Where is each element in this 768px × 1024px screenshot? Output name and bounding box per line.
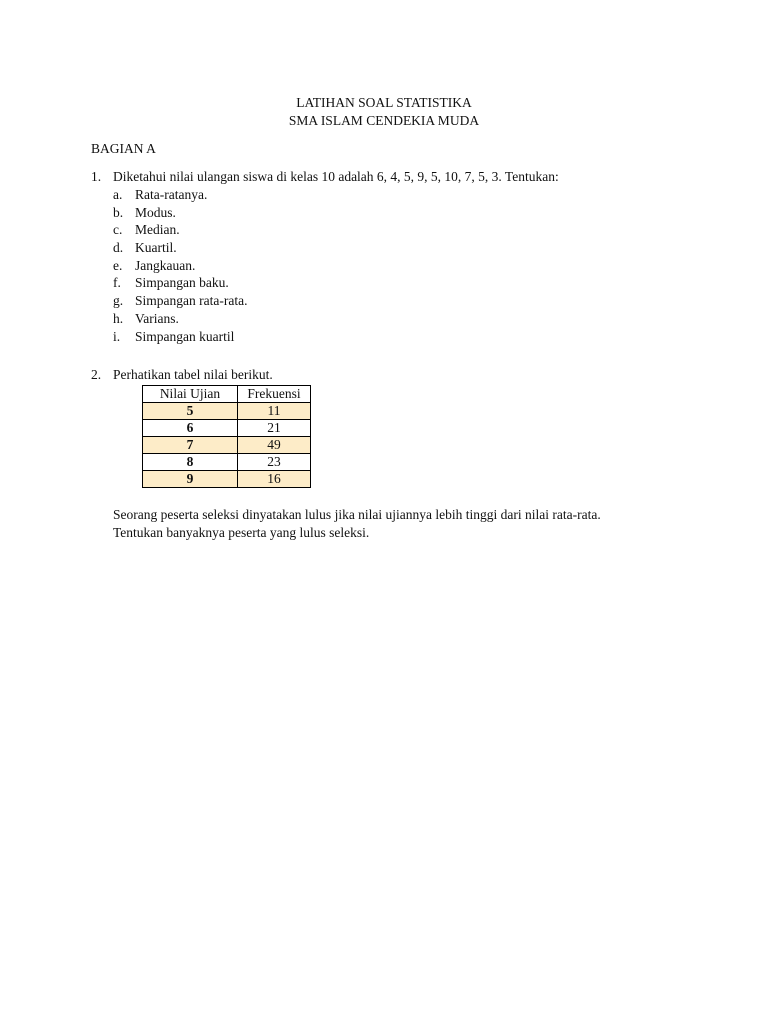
- table-row: [143, 471, 311, 488]
- sub-question-text: Jangkauan.: [135, 257, 196, 273]
- cell-frekuensi: 21: [238, 420, 311, 437]
- sub-question: [91, 274, 711, 292]
- paragraph-line: Tentukan banyaknya peserta yang lulus seleksi.: [113, 525, 370, 540]
- sub-question-text: Modus.: [135, 204, 176, 220]
- page-header: [0, 94, 768, 130]
- sub-question-text: Simpangan kuartil: [135, 328, 235, 344]
- sub-question: [91, 221, 711, 239]
- cell-nilai: 9: [143, 471, 238, 488]
- sub-question: [91, 328, 711, 346]
- sub-question-letter: i.: [113, 328, 121, 344]
- paragraph-line: Seorang peserta seleksi dinyatakan lulus jika nilai ujiannya lebih tinggi dari nilai rata-rata.: [113, 507, 601, 522]
- sub-question-text: Kuartil.: [135, 240, 177, 256]
- cell-nilai: 6: [143, 420, 238, 437]
- sub-question-letter: e.: [113, 257, 123, 273]
- sub-question-letter: h.: [113, 310, 124, 326]
- table-row: [143, 454, 311, 471]
- school-name: SMA ISLAM CENDEKIA MUDA: [288, 113, 480, 128]
- sub-question-letter: a.: [113, 187, 123, 202]
- page-title: LATIHAN SOAL STATISTIKA: [296, 95, 472, 110]
- cell-frekuensi: 11: [238, 403, 311, 420]
- question-text: Perhatikan tabel nilai berikut.: [113, 367, 273, 382]
- sub-question: [91, 204, 711, 222]
- sub-question-text: Simpangan baku.: [135, 275, 229, 291]
- question-1: [91, 168, 711, 345]
- sub-question: [91, 239, 711, 257]
- question-1-stem: [91, 168, 711, 186]
- column-header-nilai: Nilai Ujian: [143, 386, 238, 403]
- sub-question-letter: f.: [113, 275, 121, 291]
- sub-question-text: Rata-ratanya.: [135, 187, 208, 202]
- sub-question-text: Median.: [135, 222, 180, 238]
- sub-question-letter: g.: [113, 293, 124, 309]
- sub-question: [91, 186, 711, 204]
- question-2-paragraph: [113, 506, 713, 542]
- cell-frekuensi: 23: [238, 454, 311, 471]
- sub-question-letter: b.: [113, 204, 124, 220]
- column-header-frekuensi: Frekuensi: [238, 386, 311, 403]
- section-title: BAGIAN A: [91, 141, 156, 156]
- table-row: [143, 403, 311, 420]
- sub-question: [91, 257, 711, 275]
- cell-frekuensi: 16: [238, 471, 311, 488]
- frequency-table: [142, 385, 311, 488]
- question-2-stem: [91, 366, 711, 384]
- cell-nilai: 5: [143, 403, 238, 420]
- table-row: [143, 437, 311, 454]
- table-header-row: [143, 386, 311, 403]
- cell-nilai: 7: [143, 437, 238, 454]
- cell-frekuensi: 49: [238, 437, 311, 454]
- question-text: Diketahui nilai ulangan siswa di kelas 10 adalah 6, 4, 5, 9, 5, 10, 7, 5, 3. Tentukan:: [113, 169, 559, 184]
- sub-question-text: Varians.: [135, 310, 179, 326]
- sub-question-text: Simpangan rata-rata.: [135, 293, 248, 309]
- table-row: [143, 420, 311, 437]
- cell-nilai: 8: [143, 454, 238, 471]
- sub-question-letter: d.: [113, 240, 124, 256]
- sub-question-letter: c.: [113, 222, 123, 238]
- question-number: 2.: [91, 367, 102, 382]
- sub-question-list: [91, 186, 711, 345]
- sub-question: [91, 292, 711, 310]
- question-2: [91, 366, 711, 384]
- sub-question: [91, 310, 711, 328]
- question-number: 1.: [91, 169, 102, 184]
